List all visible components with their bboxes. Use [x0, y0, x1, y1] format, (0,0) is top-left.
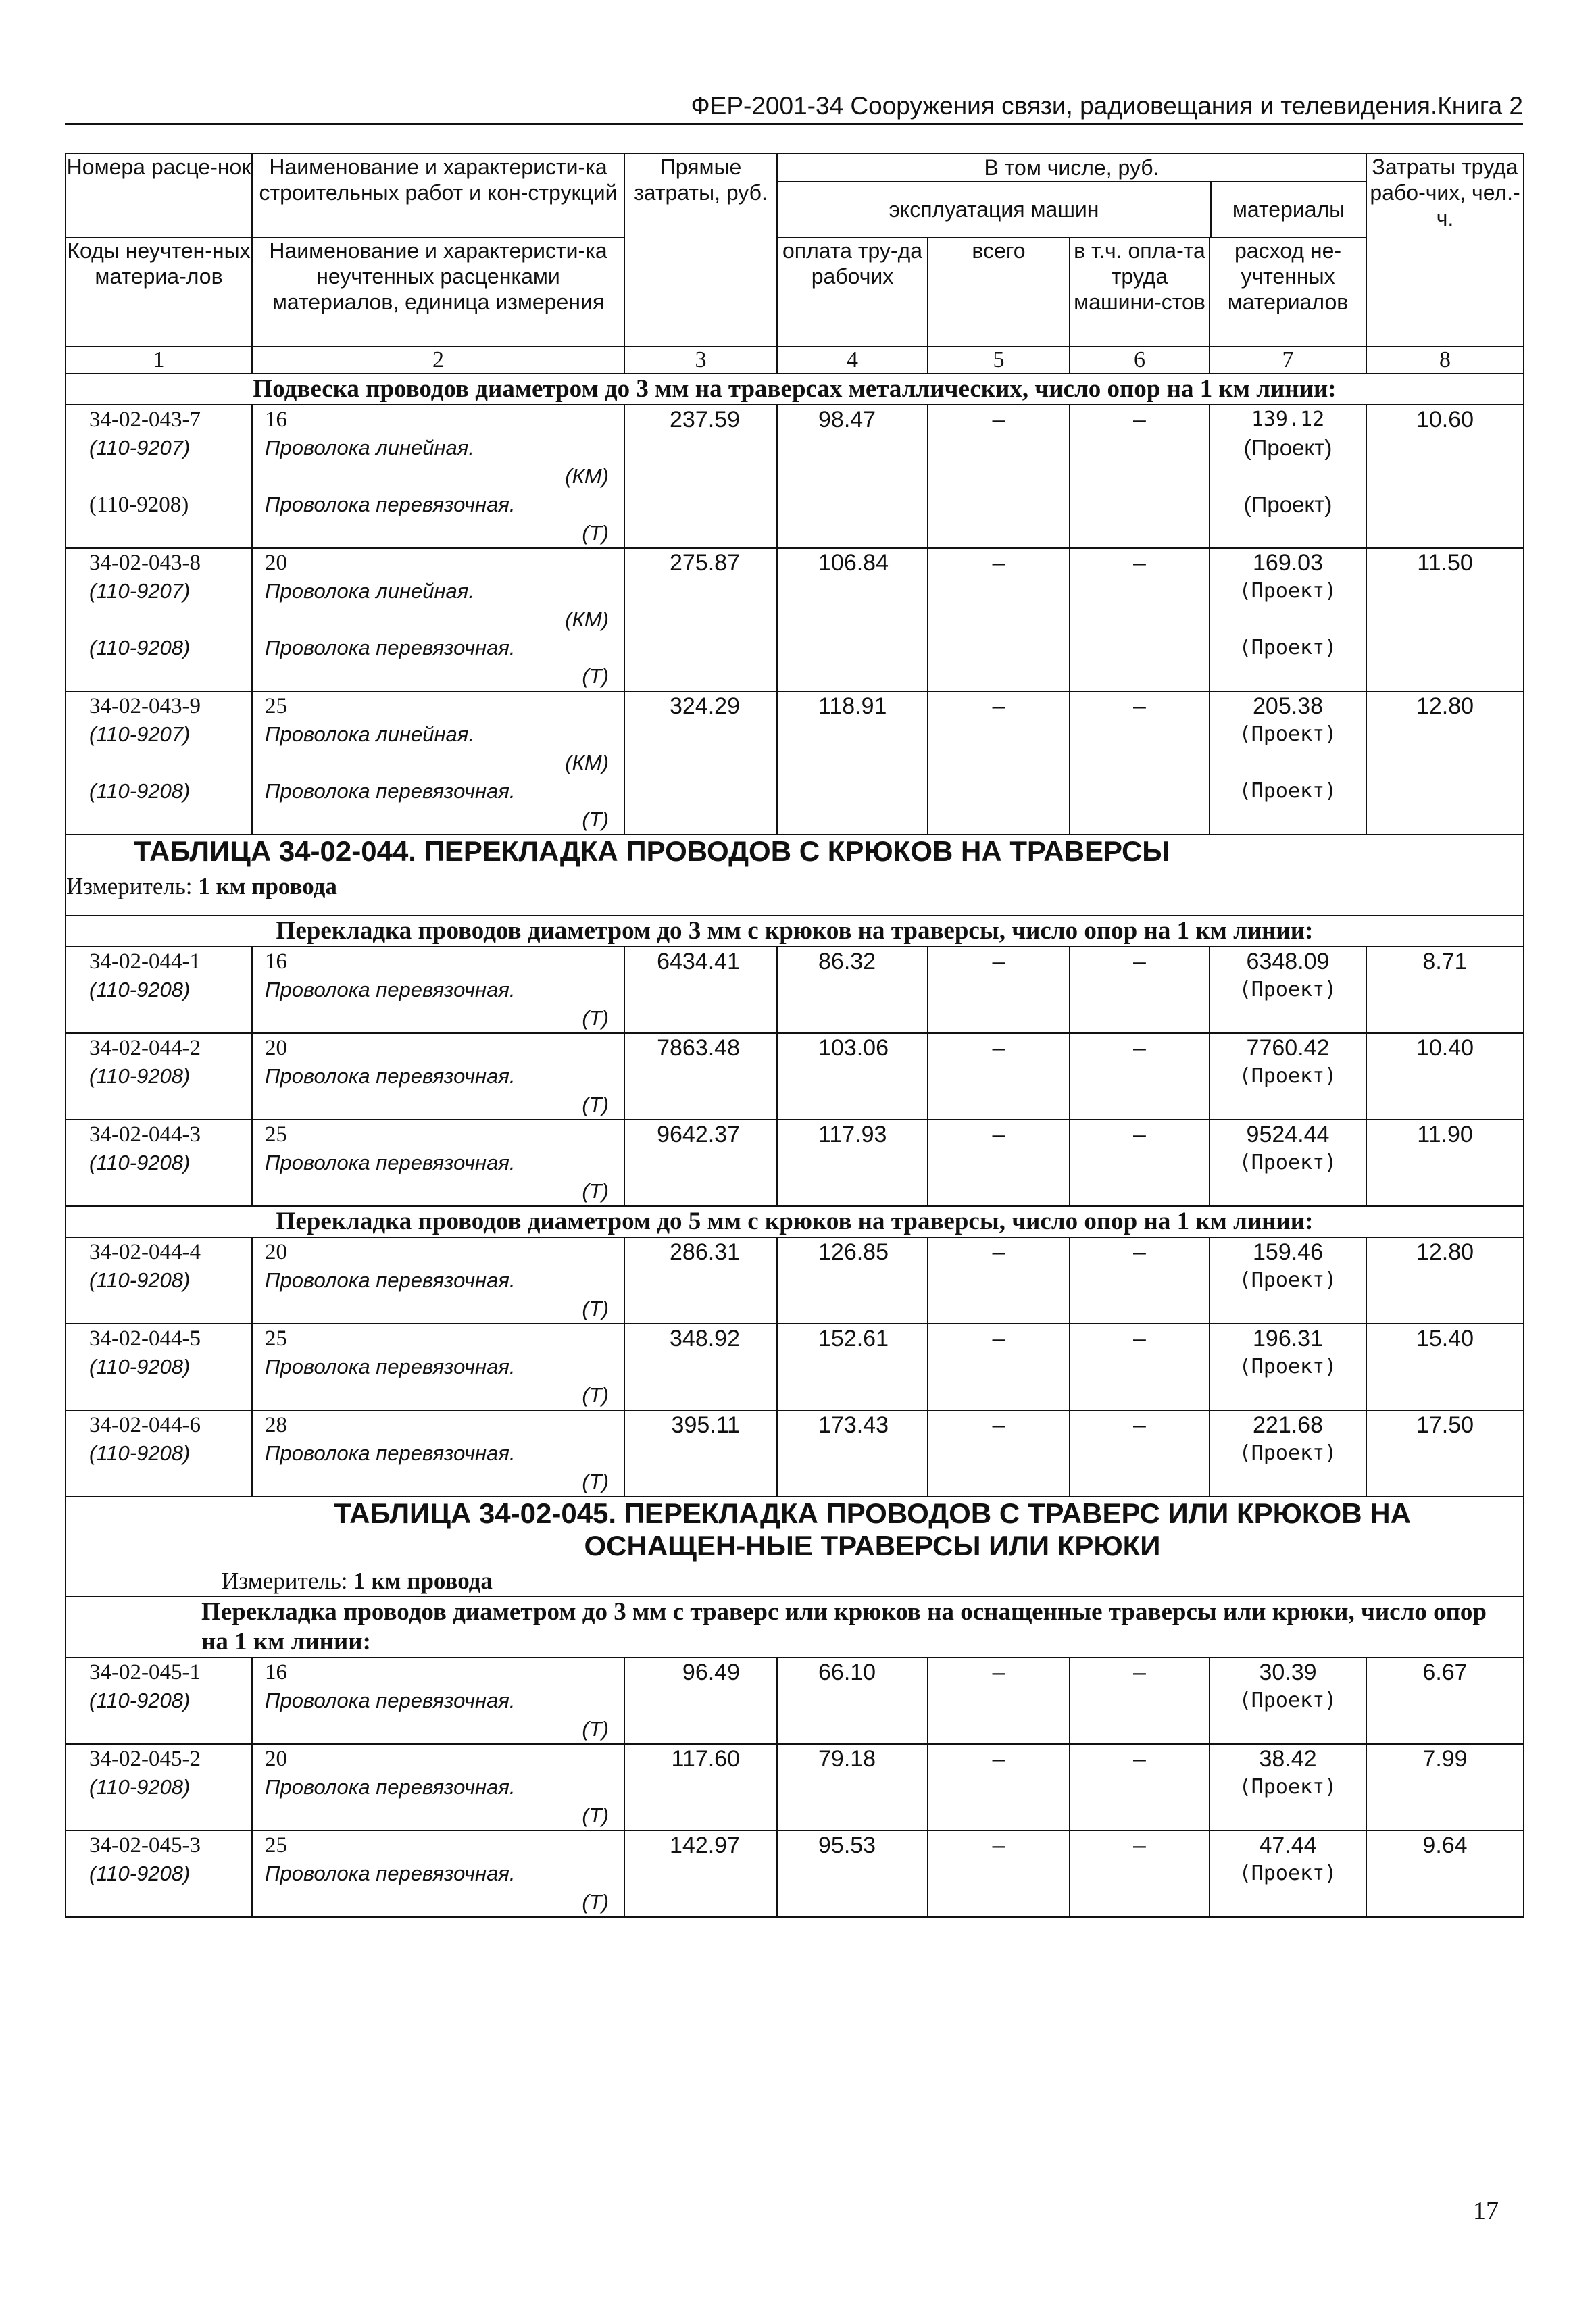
material-project: (Проект) [1239, 978, 1337, 1001]
material-project: (Проект) [1239, 1355, 1337, 1378]
labor-hours: 10.60 [1366, 405, 1524, 548]
col-header-rate-numbers: Номера расце-нок [66, 153, 252, 237]
machinist-pay: – [1070, 1744, 1210, 1831]
materials-cell [1210, 1831, 1366, 1917]
rate-name-cell [252, 1831, 624, 1917]
material-code: (110-9208) [89, 1268, 191, 1292]
labor-hours: 7.99 [1366, 1744, 1524, 1831]
machinist-pay: – [1070, 1831, 1210, 1917]
material-code: (110-9208) [89, 978, 191, 1001]
machines-total: – [928, 691, 1070, 835]
rate-name-cell [252, 1033, 624, 1120]
rate-name-cell [252, 1324, 624, 1410]
rate-code-cell [66, 1120, 252, 1206]
machines-total: – [928, 1658, 1070, 1744]
material-project: (Проект) [1239, 1862, 1337, 1885]
table-heading [66, 1497, 1524, 1597]
direct-costs: 117.60 [624, 1744, 777, 1831]
materials-value: 47.44 [1259, 1833, 1317, 1858]
materials-value: 7760.42 [1246, 1035, 1330, 1061]
machinist-pay: – [1070, 1033, 1210, 1120]
materials-value: 139.12 [1251, 407, 1325, 431]
rate-code: 34-02-043-9 [89, 694, 201, 718]
materials-value: 221.68 [1253, 1412, 1323, 1438]
machines-total: – [928, 1831, 1070, 1917]
rate-desc: 28 [265, 1413, 287, 1437]
materials-cell [1210, 548, 1366, 691]
material-unit: (Т) [582, 1803, 609, 1827]
material-unit: (Т) [582, 1717, 609, 1741]
material-unit: (Т) [582, 1179, 609, 1203]
material-unit: (Т) [582, 1297, 609, 1320]
material-unit: (КМ) [565, 464, 609, 488]
material-code: (110-9208) [89, 1862, 191, 1885]
col-header-machinist-pay: в т.ч. опла-та труда машини-стов [1070, 237, 1210, 347]
direct-costs: 96.49 [624, 1658, 777, 1744]
table-row [66, 1410, 1524, 1497]
rate-name-cell [252, 1237, 624, 1324]
material-name: Проволока перевязочная. [265, 1064, 516, 1088]
rate-desc: 16 [265, 949, 287, 974]
material-code: (110-9207) [89, 722, 191, 746]
rate-code: 34-02-044-1 [89, 949, 201, 974]
labor-pay: 86.32 [777, 947, 928, 1033]
material-project: (Проект) [1239, 1268, 1337, 1292]
rate-desc: 16 [265, 1660, 287, 1685]
material-code: (110-9207) [89, 579, 191, 603]
direct-costs: 6434.41 [624, 947, 777, 1033]
col-number: 6 [1070, 347, 1210, 374]
materials-cell [1210, 1033, 1366, 1120]
direct-costs: 348.92 [624, 1324, 777, 1410]
rate-name-cell [252, 405, 624, 548]
table-row [66, 1237, 1524, 1324]
machines-total: – [928, 1237, 1070, 1324]
rate-code-cell [66, 1410, 252, 1497]
table-row [66, 548, 1524, 691]
materials-cell [1210, 405, 1366, 548]
machines-total: – [928, 405, 1070, 548]
material-project: (Проект) [1239, 1689, 1337, 1712]
rate-code: 34-02-043-8 [89, 551, 201, 575]
materials-cell [1210, 1744, 1366, 1831]
labor-pay: 106.84 [777, 548, 928, 691]
rate-code: 34-02-044-4 [89, 1240, 201, 1264]
rate-code-cell [66, 1324, 252, 1410]
direct-costs: 324.29 [624, 691, 777, 835]
labor-pay: 98.47 [777, 405, 928, 548]
material-project: (Проект) [1243, 435, 1332, 460]
labor-pay: 95.53 [777, 1831, 928, 1917]
direct-costs: 142.97 [624, 1831, 777, 1917]
labor-pay: 126.85 [777, 1237, 928, 1324]
labor-hours: 9.64 [1366, 1831, 1524, 1917]
material-name: Проволока перевязочная. [265, 779, 516, 803]
materials-cell [1210, 1324, 1366, 1410]
material-name: Проволока перевязочная. [265, 1862, 516, 1885]
labor-pay: 117.93 [777, 1120, 928, 1206]
material-name: Проволока перевязочная. [265, 1268, 516, 1292]
material-unit: (Т) [582, 1470, 609, 1493]
table-row [66, 1120, 1524, 1206]
rate-desc: 20 [265, 1036, 287, 1060]
material-code: (110-9208) [89, 1689, 191, 1712]
material-name: Проволока перевязочная. [265, 978, 516, 1001]
rate-name-cell [252, 1120, 624, 1206]
rate-code: 34-02-044-2 [89, 1036, 201, 1060]
rate-code: 34-02-043-7 [89, 407, 201, 432]
section-row [66, 374, 1524, 405]
page-header [65, 92, 1523, 125]
direct-costs: 237.59 [624, 405, 777, 548]
col-header-materials: материалы [1232, 197, 1345, 222]
material-code: (110-9207) [89, 436, 191, 459]
material-unit: (Т) [582, 1006, 609, 1030]
machines-total: – [928, 947, 1070, 1033]
material-unit: (Т) [582, 1890, 609, 1914]
machinist-pay: – [1070, 1120, 1210, 1206]
material-name: Проволока перевязочная. [265, 1355, 516, 1378]
table-row [66, 1831, 1524, 1917]
machinist-pay: – [1070, 691, 1210, 835]
rate-code-cell [66, 1744, 252, 1831]
col-number: 7 [1210, 347, 1366, 374]
material-project: (Проект) [1239, 636, 1337, 659]
rate-code: 34-02-045-1 [89, 1660, 201, 1685]
table-row [66, 1658, 1524, 1744]
labor-hours: 12.80 [1366, 1237, 1524, 1324]
rate-name-cell [252, 1744, 624, 1831]
col-number: 2 [252, 347, 624, 374]
table-row [66, 691, 1524, 835]
table-row [66, 405, 1524, 548]
direct-costs: 286.31 [624, 1237, 777, 1324]
col-header-machines-total: всего [928, 237, 1070, 347]
material-project: (Проект) [1239, 722, 1337, 746]
section-row [66, 1597, 1524, 1658]
rate-code-cell [66, 548, 252, 691]
table-header-row-1 [66, 153, 1524, 237]
materials-cell [1210, 1410, 1366, 1497]
labor-hours: 10.40 [1366, 1033, 1524, 1120]
direct-costs: 9642.37 [624, 1120, 777, 1206]
measure-unit: 1 км провода [353, 1568, 493, 1594]
col-header-labor-hours: Затраты труда рабо-чих, чел.-ч. [1366, 153, 1524, 347]
materials-value: 30.39 [1259, 1660, 1317, 1685]
col-header-machines: эксплуатация машин [778, 182, 1212, 237]
material-project: (Проект) [1243, 492, 1332, 517]
rate-name-cell [252, 691, 624, 835]
table-row [66, 1033, 1524, 1120]
materials-value: 205.38 [1253, 693, 1323, 719]
labor-hours: 12.80 [1366, 691, 1524, 835]
material-project: (Проект) [1239, 1775, 1337, 1799]
materials-value: 6348.09 [1246, 949, 1330, 974]
labor-pay: 173.43 [777, 1410, 928, 1497]
labor-hours: 15.40 [1366, 1324, 1524, 1410]
rate-desc: 16 [265, 407, 287, 432]
table-title: ТАБЛИЦА 34-02-045. ПЕРЕКЛАДКА ПРОВОДОВ С ТРАВЕРС ИЛИ КРЮКОВ НА ОСНАЩЕН-НЫЕ ТРАВЕРСЫ ИЛИ КРЮКИ [334, 1497, 1411, 1562]
rate-code-cell [66, 1033, 252, 1120]
material-name: Проволока перевязочная. [265, 1151, 516, 1174]
materials-cell [1210, 1120, 1366, 1206]
table-heading [66, 835, 1524, 916]
labor-hours: 11.50 [1366, 548, 1524, 691]
col-header-labor-pay: оплата тру-да рабочих [777, 237, 928, 347]
rate-code-cell [66, 405, 252, 548]
rate-code: 34-02-045-2 [89, 1747, 201, 1771]
rate-desc: 25 [265, 1122, 287, 1147]
machinist-pay: – [1070, 548, 1210, 691]
material-unit: (Т) [582, 521, 609, 545]
rate-desc: 20 [265, 1240, 287, 1264]
material-unit: (Т) [582, 807, 609, 831]
material-code: (110-9208) [89, 1441, 191, 1465]
col-header-unaccounted-materials: расход не-учтенных материалов [1210, 237, 1366, 347]
material-unit: (КМ) [565, 607, 609, 631]
col-number: 8 [1366, 347, 1524, 374]
materials-cell [1210, 947, 1366, 1033]
material-project: (Проект) [1239, 779, 1337, 803]
material-unit: (Т) [582, 1383, 609, 1407]
rate-code-cell [66, 691, 252, 835]
direct-costs: 275.87 [624, 548, 777, 691]
materials-value: 159.46 [1253, 1239, 1323, 1265]
col-number: 4 [777, 347, 928, 374]
machines-total: – [928, 1324, 1070, 1410]
material-name: Проволока перевязочная. [265, 636, 516, 659]
col-header-material-name: Наименование и характеристи-ка неучтенных расценками материалов, единица измерения [252, 237, 624, 347]
material-code: (110-9208) [89, 1355, 191, 1378]
material-name: Проволока перевязочная. [265, 493, 516, 516]
rate-name-cell [252, 947, 624, 1033]
machines-total: – [928, 1744, 1070, 1831]
labor-hours: 11.90 [1366, 1120, 1524, 1206]
material-unit: (КМ) [565, 751, 609, 774]
material-code: (110-9208) [89, 1775, 191, 1799]
table-measure: Измеритель: 1 км провода [222, 1568, 493, 1594]
machinist-pay: – [1070, 1658, 1210, 1744]
machines-total: – [928, 1120, 1070, 1206]
rate-name-cell [252, 1410, 624, 1497]
material-name: Проволока перевязочная. [265, 1775, 516, 1799]
materials-value: 9524.44 [1246, 1122, 1330, 1147]
materials-cell [1210, 1237, 1366, 1324]
section-title: Перекладка проводов диаметром до 3 мм с крюков на траверсы, число опор на 1 км линии: [66, 916, 1524, 947]
materials-value: 169.03 [1253, 550, 1323, 576]
material-name: Проволока перевязочная. [265, 1441, 516, 1465]
table-title: ТАБЛИЦА 34-02-044. ПЕРЕКЛАДКА ПРОВОДОВ С КРЮКОВ НА ТРАВЕРСЫ [134, 835, 1170, 867]
material-project: (Проект) [1239, 1151, 1337, 1174]
material-name: Проволока линейная. [265, 579, 474, 603]
table-header-row-2 [66, 237, 1524, 347]
material-project: (Проект) [1239, 1441, 1337, 1465]
table-measure: Измеритель: 1 км провода [66, 873, 337, 899]
material-code: (110-9208) [89, 779, 191, 803]
rate-code-cell [66, 1831, 252, 1917]
rate-desc: 20 [265, 551, 287, 575]
labor-pay: 152.61 [777, 1324, 928, 1410]
table-row [66, 1744, 1524, 1831]
materials-value: 196.31 [1253, 1326, 1323, 1351]
rate-code: 34-02-044-5 [89, 1326, 201, 1351]
rates-table [65, 153, 1524, 1918]
material-code: (110-9208) [89, 1151, 191, 1174]
labor-pay: 103.06 [777, 1033, 928, 1120]
direct-costs: 395.11 [624, 1410, 777, 1497]
rate-name-cell [252, 548, 624, 691]
page-number: 17 [1473, 2197, 1499, 2225]
page-header-title: ФЕР-2001-34 Сооружения связи, радиовещания и телевидения.Книга 2 [691, 92, 1523, 120]
material-code: (110-9208) [89, 493, 189, 517]
material-name: Проволока линейная. [265, 722, 474, 746]
section-row [66, 916, 1524, 947]
direct-costs: 7863.48 [624, 1033, 777, 1120]
table-row [66, 947, 1524, 1033]
rate-desc: 25 [265, 1833, 287, 1858]
rate-code-cell [66, 1237, 252, 1324]
table-heading-row [66, 835, 1524, 916]
col-header-material-codes: Коды неучтен-ных материа-лов [66, 237, 252, 347]
table-row [66, 1324, 1524, 1410]
materials-value: 38.42 [1259, 1746, 1317, 1772]
machinist-pay: – [1070, 947, 1210, 1033]
labor-hours: 17.50 [1366, 1410, 1524, 1497]
section-row [66, 1206, 1524, 1237]
col-header-work-name: Наименование и характеристи-ка строительных работ и кон-струкций [252, 153, 624, 237]
rate-code: 34-02-044-6 [89, 1413, 201, 1437]
col-header-direct-costs: Прямые затраты, руб. [624, 153, 777, 347]
material-unit: (Т) [582, 1093, 609, 1116]
machinist-pay: – [1070, 1237, 1210, 1324]
materials-cell [1210, 1658, 1366, 1744]
material-name: Проволока перевязочная. [265, 1689, 516, 1712]
rate-code-cell [66, 1658, 252, 1744]
materials-cell [1210, 691, 1366, 835]
machinist-pay: – [1070, 1410, 1210, 1497]
machinist-pay: – [1070, 1324, 1210, 1410]
section-title: Перекладка проводов диаметром до 3 мм с траверс или крюков на оснащенные траверсы или крюки, число опор на 1 км линии: [66, 1597, 1524, 1658]
machines-total: – [928, 1033, 1070, 1120]
col-number: 3 [624, 347, 777, 374]
section-title: Перекладка проводов диаметром до 5 мм с крюков на траверсы, число опор на 1 км линии: [66, 1206, 1524, 1237]
labor-pay: 79.18 [777, 1744, 928, 1831]
material-code: (110-9208) [89, 636, 191, 659]
col-header-including-group [777, 153, 1366, 237]
machines-total: – [928, 1410, 1070, 1497]
machinist-pay: – [1070, 405, 1210, 548]
labor-hours: 6.67 [1366, 1658, 1524, 1744]
col-number: 5 [928, 347, 1070, 374]
material-project: (Проект) [1239, 1064, 1337, 1088]
rate-code: 34-02-045-3 [89, 1833, 201, 1858]
labor-pay: 118.91 [777, 691, 928, 835]
rate-name-cell [252, 1658, 624, 1744]
labor-hours: 8.71 [1366, 947, 1524, 1033]
col-header-including: В том числе, руб. [778, 154, 1366, 182]
rate-desc: 25 [265, 694, 287, 718]
rate-code: 34-02-044-3 [89, 1122, 201, 1147]
rate-desc: 20 [265, 1747, 287, 1771]
table-heading-row [66, 1497, 1524, 1597]
col-number: 1 [66, 347, 252, 374]
labor-pay: 66.10 [777, 1658, 928, 1744]
material-unit: (Т) [582, 664, 609, 688]
machines-total: – [928, 548, 1070, 691]
material-code: (110-9208) [89, 1064, 191, 1088]
rate-code-cell [66, 947, 252, 1033]
rate-desc: 25 [265, 1326, 287, 1351]
measure-unit: 1 км провода [198, 873, 337, 899]
section-title: Подвеска проводов диаметром до 3 мм на траверсах металлических, число опор на 1 км линии: [66, 374, 1524, 405]
material-project: (Проект) [1239, 579, 1337, 603]
material-name: Проволока линейная. [265, 436, 474, 459]
column-number-row [66, 347, 1524, 374]
